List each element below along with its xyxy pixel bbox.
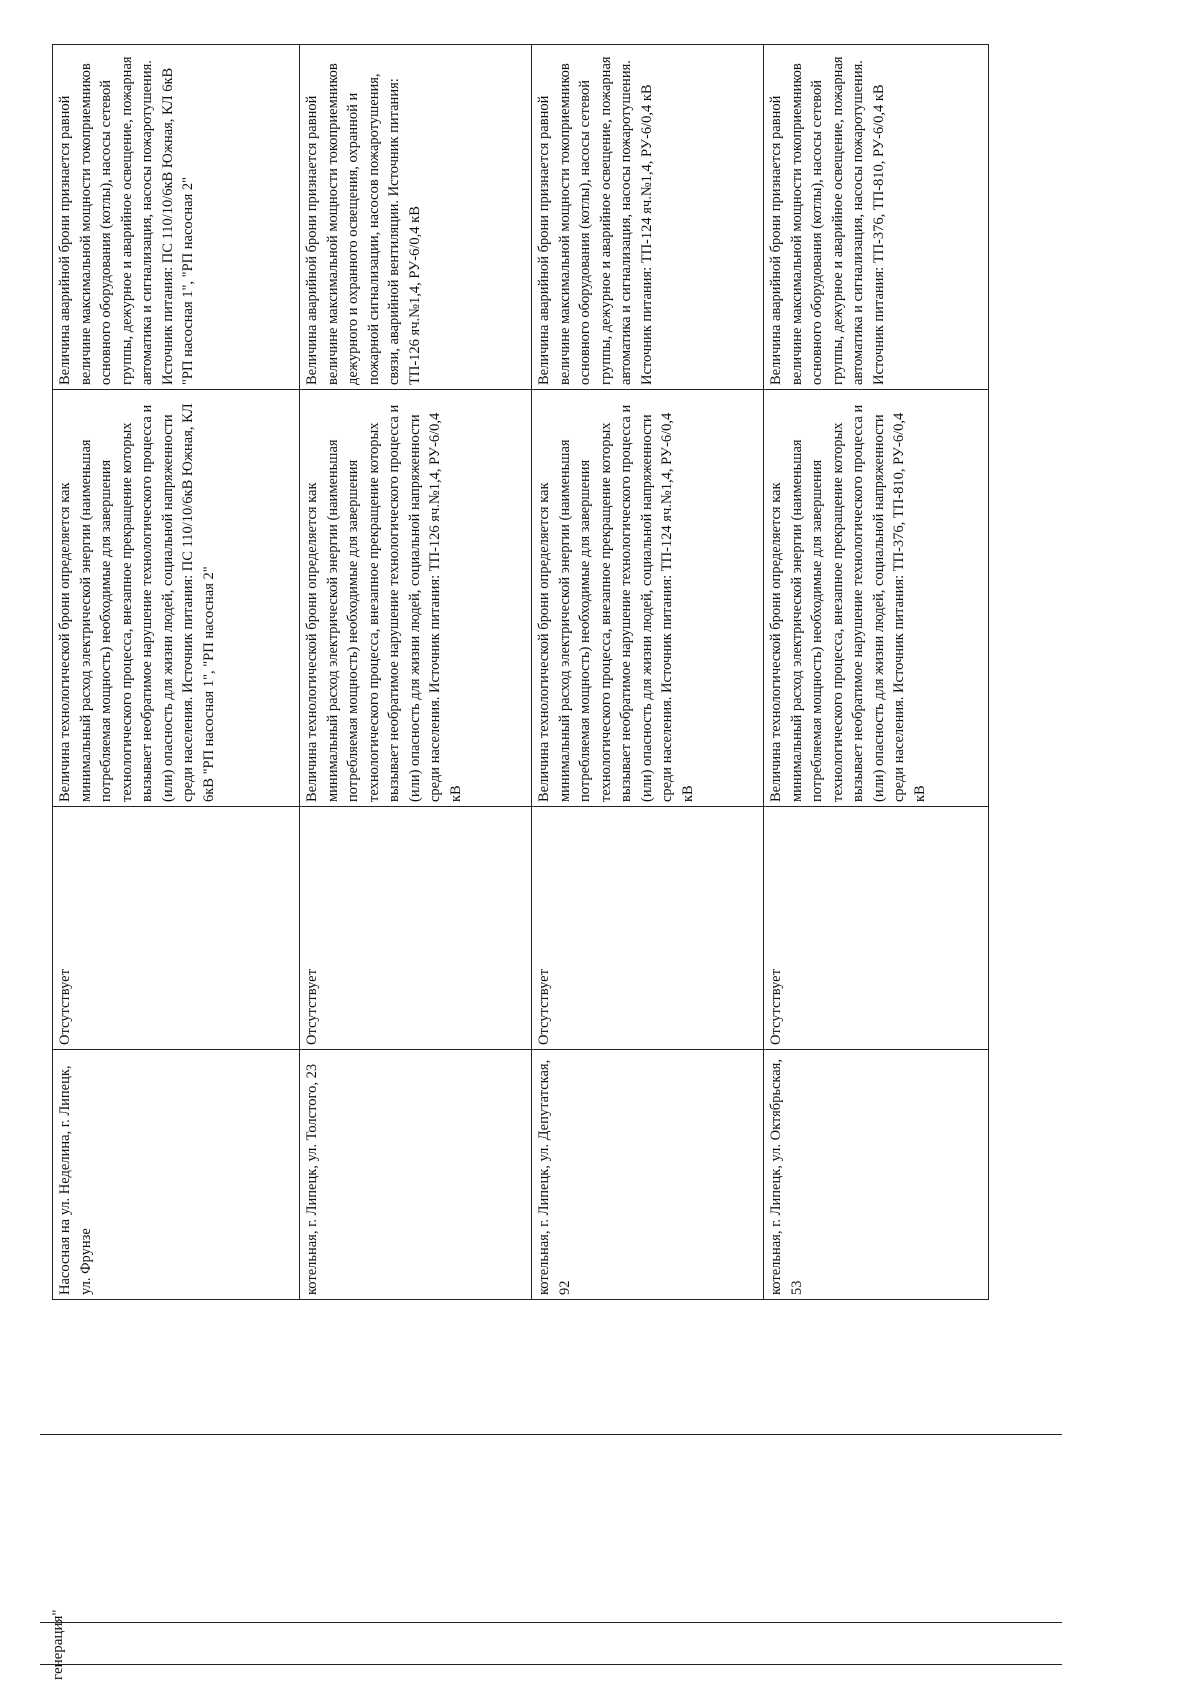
object-cell: котельная, г. Липецк, ул. Толстого, 23 bbox=[300, 1050, 532, 1300]
table-rule-middle bbox=[40, 1622, 1062, 1623]
reserve-table-wrapper bbox=[52, 45, 989, 1300]
object-cell: котельная, г. Липецк, ул. Депутатская, 92 bbox=[532, 1050, 764, 1300]
tech-reserve-cell: Величина технологической брони определяется как минимальный расход электрической энергии (наименьшая потребляемая мощность) необходимые для завершения технологического процесса, внезапное прекращение которых вызывает необратимое нарушение технологического процесса и (или) опасность для жизни людей, социальной напряженности среди населения. Источник питания: ТП-376, ТП-810, РУ-6/0,4 кВ bbox=[764, 390, 989, 807]
object-cell: котельная, г. Липецк, ул. Октябрьская, 53 bbox=[764, 1050, 989, 1300]
emergency-reserve-cell: Величина аварийной брони признается равной величине максимальной мощности токоприемников дежурного и охранного освещения, охранной и пожарной сигнализации, насосов пожаротушения, связи, аварийной вентиляции. Источник питания: ТП-126 яч.№1,4, РУ-6/0,4 кВ bbox=[300, 45, 532, 390]
tech-reserve-cell: Величина технологической брони определяется как минимальный расход электрической энергии (наименьшая потребляемая мощность) необходимые для завершения технологического процесса, внезапное прекращение которых вызывает необратимое нарушение технологического процесса и (или) опасность для жизни людей, социальной напряженности среди населения. Источник питания: ПС 110/10/6кВ Южная, КЛ 6кВ "РП насосная 1", "РП насосная 2" bbox=[53, 390, 300, 807]
object-cell: Насосная на ул. Неделина, г. Липецк, ул. Фрунзе bbox=[53, 1050, 300, 1300]
status-cell: Отсутствует bbox=[764, 807, 989, 1050]
tech-reserve-cell: Величина технологической брони определяется как минимальный расход электрической энергии (наименьшая потребляемая мощность) необходимые для завершения технологического процесса, внезапное прекращение которых вызывает необратимое нарушение технологического процесса и (или) опасность для жизни людей, социальной напряженности среди населения. Источник питания: ТП-124 яч.№1,4, РУ-6/0,4 кВ bbox=[532, 390, 764, 807]
emergency-reserve-cell: Величина аварийной брони признается равной величине максимальной мощности токоприемников основного оборудования (котлы), насосы сетевой группы, дежурное и аварийное освещение, пожарная автоматика и сигнализация, насосы пожаротушения. Источник питания: ТП-124 яч.№1,4, РУ-6/0,4 кВ bbox=[532, 45, 764, 390]
table-rule-top bbox=[40, 1434, 1062, 1435]
table-row bbox=[532, 45, 764, 1300]
status-cell: Отсутствует bbox=[532, 807, 764, 1050]
reserve-table bbox=[52, 44, 989, 1300]
table-row bbox=[53, 45, 300, 1300]
table-rule-bottom bbox=[40, 1664, 1062, 1665]
fragment-text: генерация" bbox=[50, 1609, 66, 1680]
emergency-reserve-cell: Величина аварийной брони признается равной величине максимальной мощности токоприемников основного оборудования (котлы), насосы сетевой группы, дежурное и аварийное освещение, пожарная автоматика и сигнализация, насосы пожаротушения. Источник питания: ПС 110/10/6кВ Южная, КЛ 6кВ "РП насосная 1", "РП насосная 2" bbox=[53, 45, 300, 390]
table-row bbox=[764, 45, 989, 1300]
status-cell: Отсутствует bbox=[53, 807, 300, 1050]
status-cell: Отсутствует bbox=[300, 807, 532, 1050]
emergency-reserve-cell: Величина аварийной брони признается равной величине максимальной мощности токоприемников основного оборудования (котлы), насосы сетевой группы, дежурное и аварийное освещение, пожарная автоматика и сигнализация, насосы пожаротушения. Источник питания: ТП-376, ТП-810, РУ-6/0,4 кВ bbox=[764, 45, 989, 390]
tech-reserve-cell: Величина технологической брони определяется как минимальный расход электрической энергии (наименьшая потребляемая мощность) необходимые для завершения технологического процесса, внезапное прекращение которых вызывает необратимое нарушение технологического процесса и (или) опасность для жизни людей, социальной напряженности среди населения. Источник питания: ТП-126 яч.№1,4, РУ-6/0,4 кВ bbox=[300, 390, 532, 807]
table-row bbox=[300, 45, 532, 1300]
